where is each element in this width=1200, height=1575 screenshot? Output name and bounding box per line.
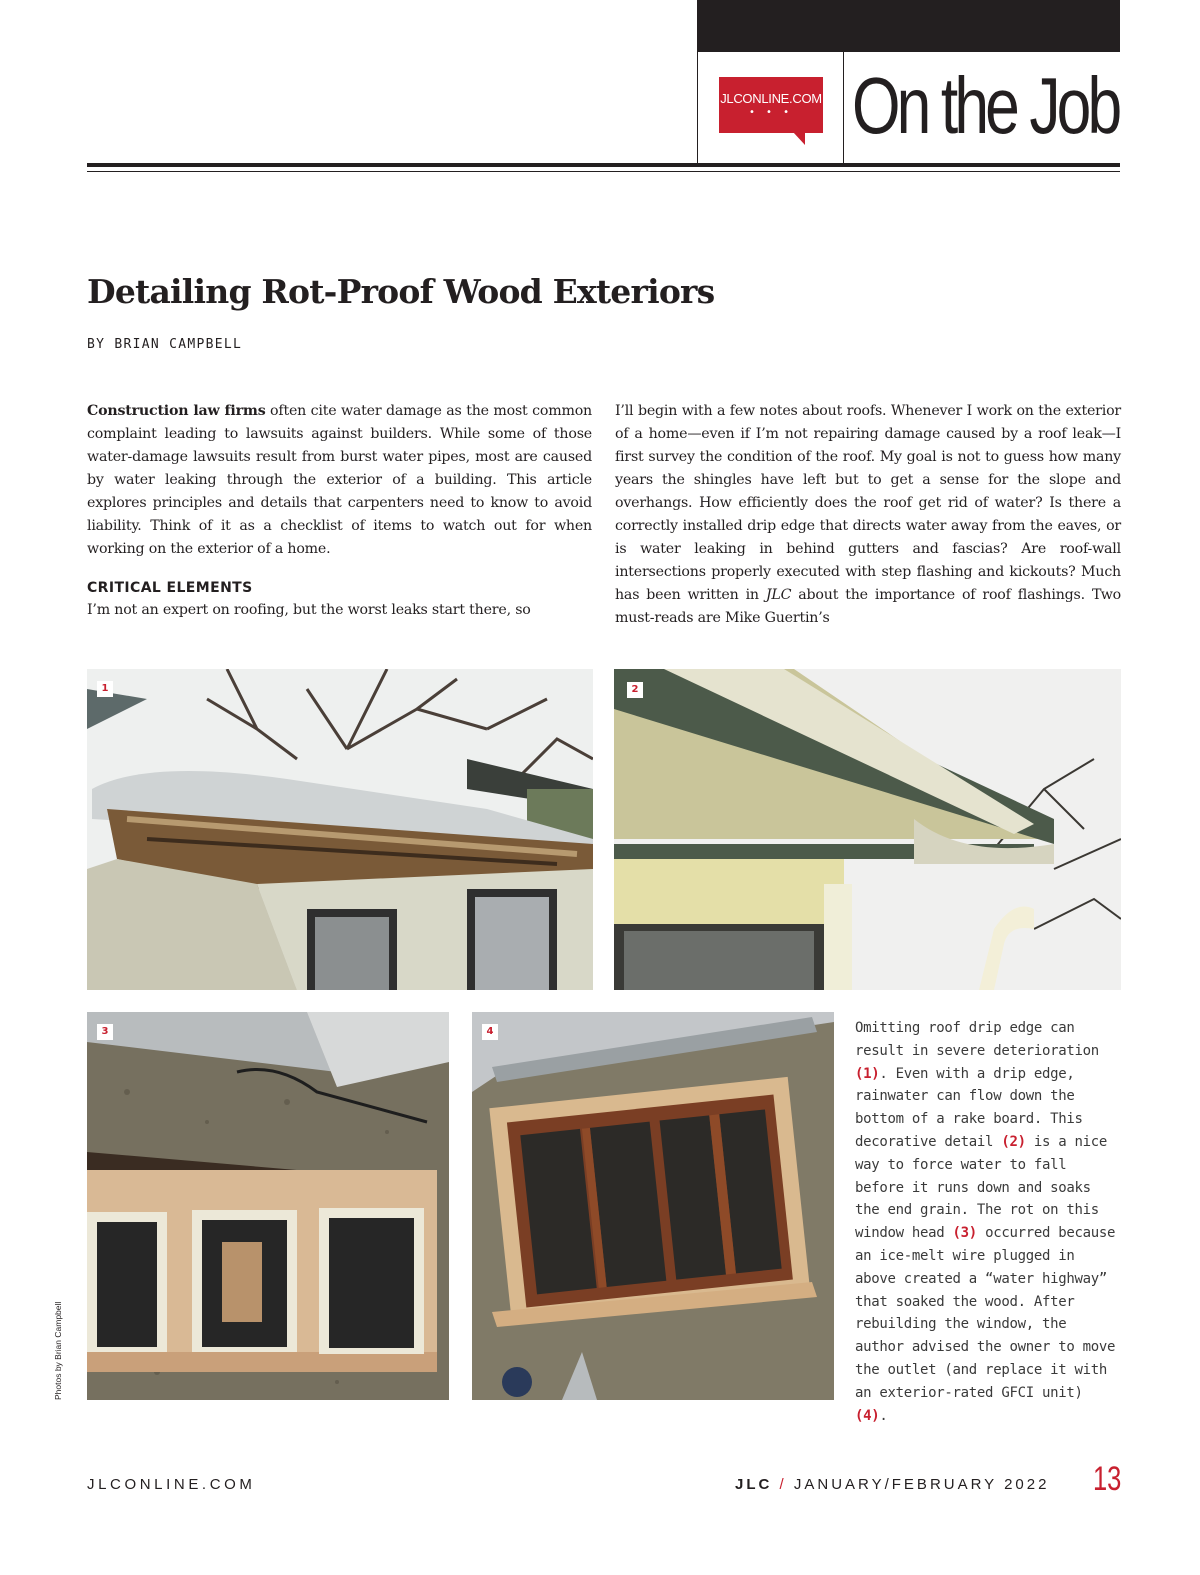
caption-text: is a nice way to force water to fall before it runs down and soaks the end grain. The rot on this window head — [855, 1133, 1108, 1242]
footer-website[interactable]: JLCONLINE.COM — [87, 1476, 256, 1493]
paragraph — [87, 400, 592, 561]
lead-in: Construction law firms — [87, 403, 266, 419]
footer-issue-date: JANUARY/FEBRUARY 2022 — [793, 1476, 1050, 1493]
logo-dots: • • • — [748, 107, 794, 118]
body-column-2 — [615, 400, 1121, 630]
footer-brand: JLC — [735, 1476, 773, 1493]
body-column-1 — [87, 400, 592, 622]
header-divider — [697, 0, 698, 165]
paragraph-text: often cite water damage as the most common complaint leading to lawsuits against builders. While some of those water-damage lawsuits result from burst water pipes, most are caused by water leaking through the exterior of a building. This article explores principles and details that carpenters need to know to avoid liability. Think of it as a checklist of items to watch out for when working on the exterior of a home. — [87, 403, 592, 557]
footer-issue — [735, 1476, 1049, 1493]
photo-reference: (4) — [855, 1407, 880, 1424]
header-rule-thin — [87, 171, 1120, 172]
footer-slash: / — [772, 1476, 794, 1493]
header-rule — [87, 163, 1120, 167]
photo-reference: (3) — [952, 1225, 977, 1242]
photo-number: 1 — [97, 681, 113, 697]
site-logo[interactable] — [719, 77, 823, 145]
paragraph: I’m not an expert on roofing, but the worst leaks start there, so — [87, 602, 531, 618]
caption-text: . — [879, 1407, 888, 1424]
photo-rake-board-detail — [614, 669, 1121, 990]
subhead: CRITICAL ELEMENTS — [87, 580, 253, 596]
paragraph-text: I’ll begin with a few notes about roofs. Whenever I work on the exterior of a home—even if I’m not repairing damage caused by a roof leak—I first survey the condition of the roof. My goal is not to guess how many years the shingles have left but to get a sense for the slope and overhangs. How efficiently does the roof get rid of water? Is there a correctly installed drip edge that directs water away from the eaves, or is water leaking in behind gutters and fascias? Are roof-wall intersections properly executed with step flashing and kickouts? Much has been written in — [615, 403, 1121, 603]
paragraph-text: about the importance of roof flashings. Two must-reads are Mike Guertin’s — [615, 587, 1121, 626]
italic-text: JLC — [765, 587, 792, 603]
logo-text: JLCONLINE.COM — [720, 91, 822, 106]
caption-text: . Even with a drip edge, rainwater can flow down the bottom of a rake board. This decorative detail — [855, 1065, 1083, 1150]
section-title: On the Job — [852, 61, 1119, 150]
photo-reference: (1) — [855, 1065, 880, 1082]
photo-number: 3 — [97, 1024, 113, 1040]
byline: BY BRIAN CAMPBELL — [87, 337, 243, 352]
page-number: 13 — [1093, 1460, 1122, 1498]
caption-text: occurred because an ice-melt wire plugged in above created a “water highway” that soaked the wood. After rebuilding the window, the author advised the owner to move the outlet (and replace it with an exterior-rated GFCI unit) — [855, 1225, 1116, 1401]
speech-bubble-tail — [793, 132, 805, 145]
article-headline: Detailing Rot-Proof Wood Exteriors — [87, 272, 715, 311]
photo-reference: (2) — [1001, 1133, 1026, 1150]
photo-rebuilt-window — [472, 1012, 834, 1400]
photo-caption — [855, 1017, 1120, 1427]
photo-rotted-window-head — [87, 1012, 449, 1400]
header-bar — [698, 0, 1120, 52]
header-divider — [843, 52, 844, 165]
photo-rotted-eave — [87, 669, 593, 990]
photo-credit: Photos by Brian Campbell — [53, 1301, 63, 1400]
paragraph — [615, 400, 1121, 630]
photo-number: 4 — [482, 1024, 498, 1040]
caption-text: Omitting roof drip edge can result in severe deterioration — [855, 1020, 1099, 1059]
photo-number: 2 — [627, 682, 643, 698]
